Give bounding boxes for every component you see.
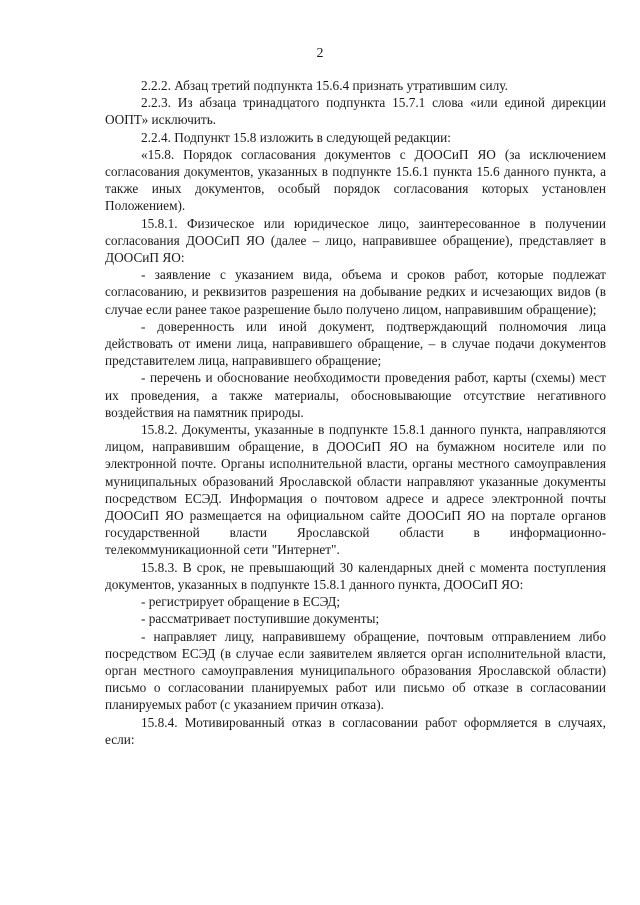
- paragraph-15-8-3: 15.8.3. В срок, не превышающий 30 календарных дней с момента поступления документов, указанных в подпункте 15.8.1 данного пункта, ДООСиП ЯО:: [105, 559, 606, 592]
- list-item-work-list: - перечень и обоснование необходимости проведения работ, карты (схемы) мест их проведения, а также материалы, обосновывающие отсутствие негативного воздействия на памятник природы.: [105, 370, 606, 420]
- paragraph-15-8: «15.8. Порядок согласования документов с ДООСиП ЯО (за исключением согласования документов, указанных в подпункте 15.6.1 пункта 15.6 данного пункта, а также иных документов, особый порядок согласования которых установлен Положением).: [105, 146, 606, 214]
- list-item-review: - рассматривает поступившие документы;: [141, 611, 380, 627]
- document-body: [105, 77, 606, 748]
- list-item-application: - заявление с указанием вида, объема и сроков работ, которые подлежат согласованию, и реквизитов разрешения на добывание редких и исчезающих видов (в случае если ранее такое разрешение было получено лицом, направившим обращение);: [105, 267, 606, 317]
- paragraph-15-8-4: 15.8.4. Мотивированный отказ в согласовании работ оформляется в случаях, если:: [105, 714, 606, 747]
- paragraph-15-8-2: 15.8.2. Документы, указанные в подпункте 15.8.1 данного пункта, направляются лицом, направившим обращение, в ДООСиП ЯО на бумажном носителе или по электронной почте. Органы исполнительной власти, органы местного самоуправления муниципальных образований Ярославской области направляют указанные документы посредством ЕСЭД. Информация о почтовом адресе и адресе электронной почты ДООСиП ЯО размещается на официальном сайте ДООСиП ЯО на портале органов государственной власти Ярославской области в информационно-телекоммуникационной сети "Интернет".: [105, 422, 606, 558]
- page-number: 2: [316, 46, 324, 61]
- paragraph-2-2-4: 2.2.4. Подпункт 15.8 изложить в следующей редакции:: [141, 129, 451, 145]
- list-item-power-of-attorney: - доверенность или иной документ, подтверждающий полномочия лица действовать от имени лица, направившего обращение, – в случае подачи документов представителем лица, направившего обращение;: [105, 318, 606, 369]
- paragraph-15-8-1: 15.8.1. Физическое или юридическое лицо, заинтересованное в получении согласования ДООСиП ЯО (далее – лицо, направившее обращение), представляет в ДООСиП ЯО:: [105, 215, 606, 266]
- list-item-register: - регистрирует обращение в ЕСЭД;: [141, 594, 341, 610]
- list-item-send-letter: - направляет лицу, направившему обращение, почтовым отправлением либо посредством ЕСЭД (в случае если заявителем является орган исполнительной власти, орган местного самоуправления муниципального образования Ярославской области) письмо о согласовании планируемых работ или письмо об отказе в согласовании планируемых работ (с указанием причин отказа).: [105, 628, 606, 713]
- paragraph-2-2-2: 2.2.2. Абзац третий подпункта 15.6.4 признать утратившим силу.: [141, 78, 508, 93]
- paragraph-2-2-3: 2.2.3. Из абзаца тринадцатого подпункта 15.7.1 слова «или единой дирекции ООПТ» исключить.: [105, 95, 606, 128]
